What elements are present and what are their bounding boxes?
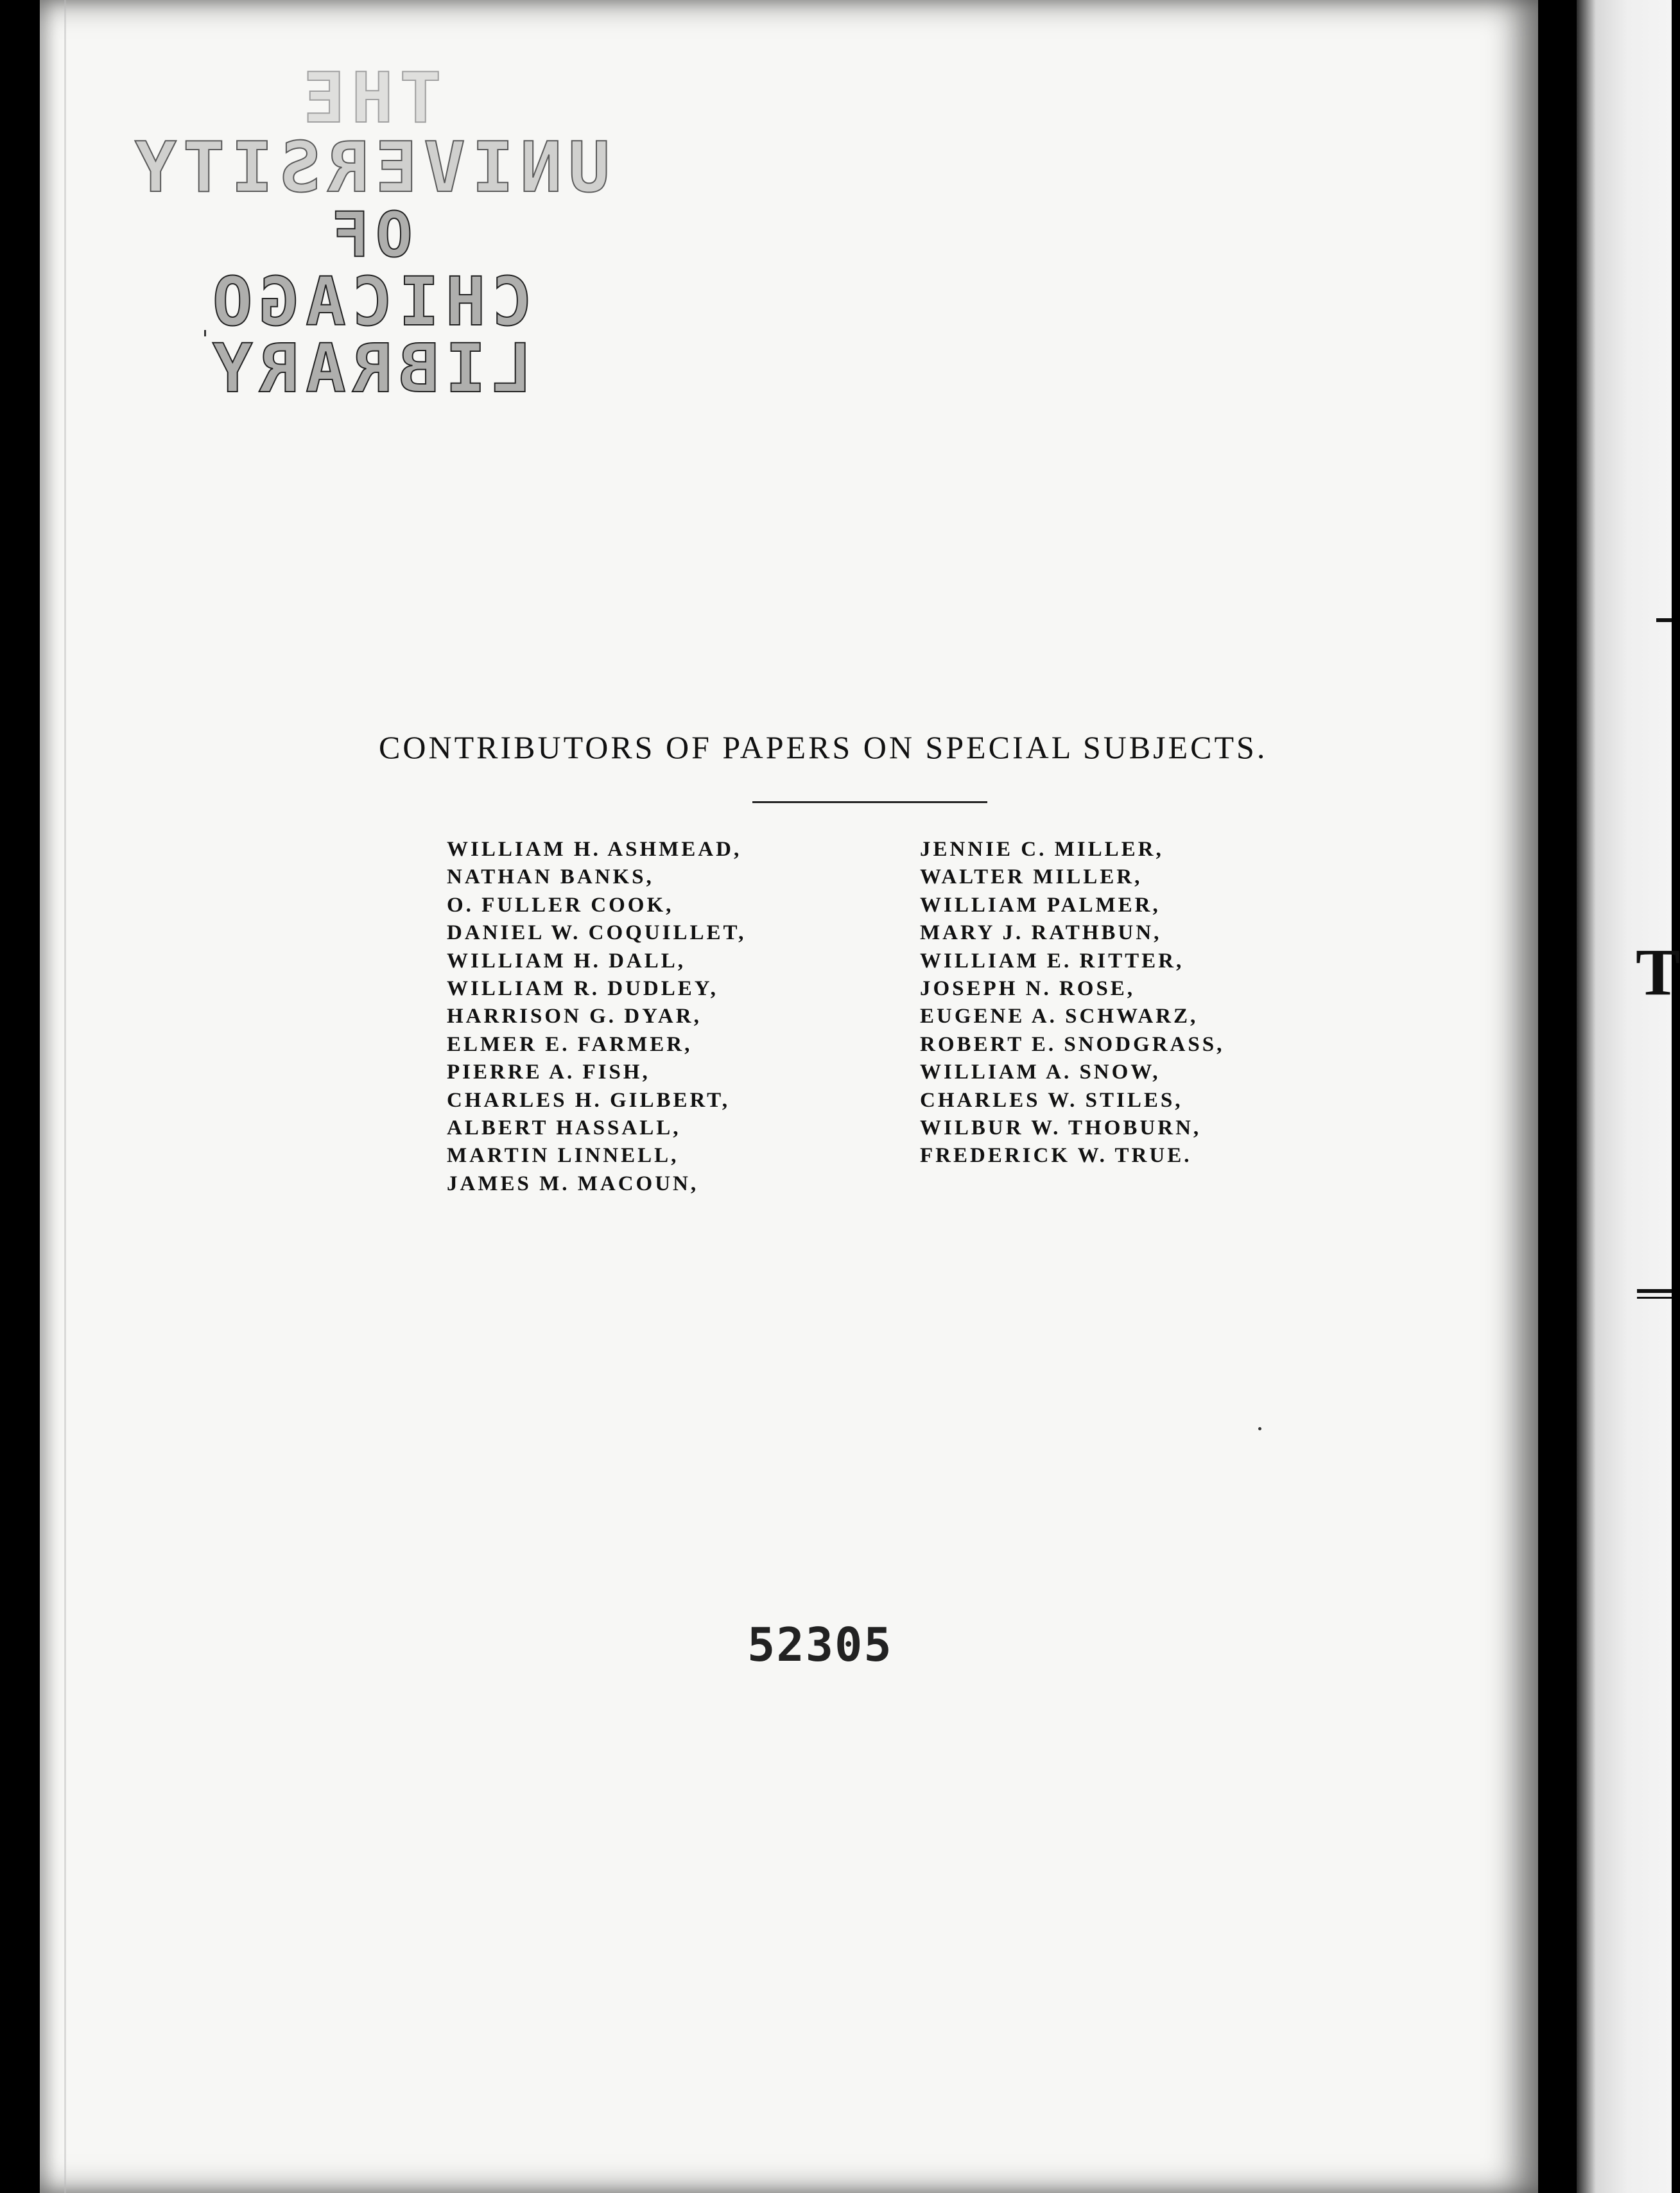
- contributor-name: WILLIAM PALMER,: [920, 893, 1161, 917]
- contributor-name: WILBUR W. THOBURN,: [920, 1116, 1202, 1140]
- facing-page-rule-bottom-2: [1637, 1297, 1672, 1299]
- contributor-name: MARY J. RATHBUN,: [920, 921, 1162, 945]
- book-gutter: [1538, 0, 1577, 2193]
- accession-number: 52305: [747, 1618, 893, 1672]
- facing-page-rule-top: [1656, 618, 1672, 622]
- contributor-name: ELMER E. FARMER,: [447, 1032, 693, 1056]
- contributor-name: CHARLES H. GILBERT,: [447, 1088, 730, 1112]
- contributor-name: JENNIE C. MILLER,: [920, 838, 1164, 861]
- facing-page-rule-bottom: [1637, 1289, 1672, 1293]
- contributor-name: WILLIAM A. SNOW,: [920, 1061, 1161, 1084]
- contributors-list-left: [447, 836, 746, 1198]
- contributor-name: WILLIAM R. DUDLEY,: [447, 976, 718, 1000]
- contributor-name: FREDERICK W. TRUE.: [920, 1144, 1192, 1168]
- contributor-name: CHARLES W. STILES,: [920, 1088, 1183, 1112]
- stray-dot: [1258, 1427, 1261, 1430]
- contributor-name: ROBERT E. SNODGRASS,: [920, 1032, 1225, 1056]
- perforated-library-stamp: [93, 58, 645, 408]
- contributor-name: NATHAN BANKS,: [447, 865, 654, 889]
- page-heading: CONTRIBUTORS OF PAPERS ON SPECIAL SUBJECTS.: [379, 729, 1268, 765]
- contributor-name: WILLIAM H. ASHMEAD,: [447, 838, 742, 861]
- contributor-name: JAMES M. MACOUN,: [447, 1172, 699, 1195]
- stamp-line-the: THE: [297, 58, 442, 139]
- contributor-name: DANIEL W. COQUILLET,: [447, 921, 747, 945]
- contributor-name: WILLIAM H. DALL,: [447, 949, 686, 973]
- page-edge-line: [64, 0, 66, 2193]
- contributor-name: WALTER MILLER,: [920, 865, 1143, 889]
- contributor-name: PIERRE A. FISH,: [447, 1061, 650, 1084]
- heading-divider: [752, 801, 987, 803]
- left-scan-border: [0, 0, 40, 2193]
- stamp-line-chicago-library: CHICAGO LIBRARY: [205, 263, 533, 408]
- stamp-line-of: OF: [325, 199, 413, 271]
- stray-mark: [204, 330, 206, 336]
- contributor-name: O. FULLER COOK,: [447, 893, 674, 917]
- stamp-line-university: UNIVERSITY: [128, 128, 611, 208]
- contributors-list-right: [920, 836, 1224, 1170]
- contributor-name: HARRISON G. DYAR,: [447, 1005, 702, 1028]
- facing-page-edge: [1577, 0, 1672, 2193]
- contributor-name: JOSEPH N. ROSE,: [920, 976, 1136, 1000]
- contributor-name: EUGENE A. SCHWARZ,: [920, 1005, 1199, 1028]
- contributor-name: WILLIAM E. RITTER,: [920, 949, 1184, 973]
- contributor-name: MARTIN LINNELL,: [447, 1144, 679, 1168]
- contributor-name: ALBERT HASSALL,: [447, 1116, 681, 1140]
- facing-page-letter: T: [1636, 935, 1680, 1009]
